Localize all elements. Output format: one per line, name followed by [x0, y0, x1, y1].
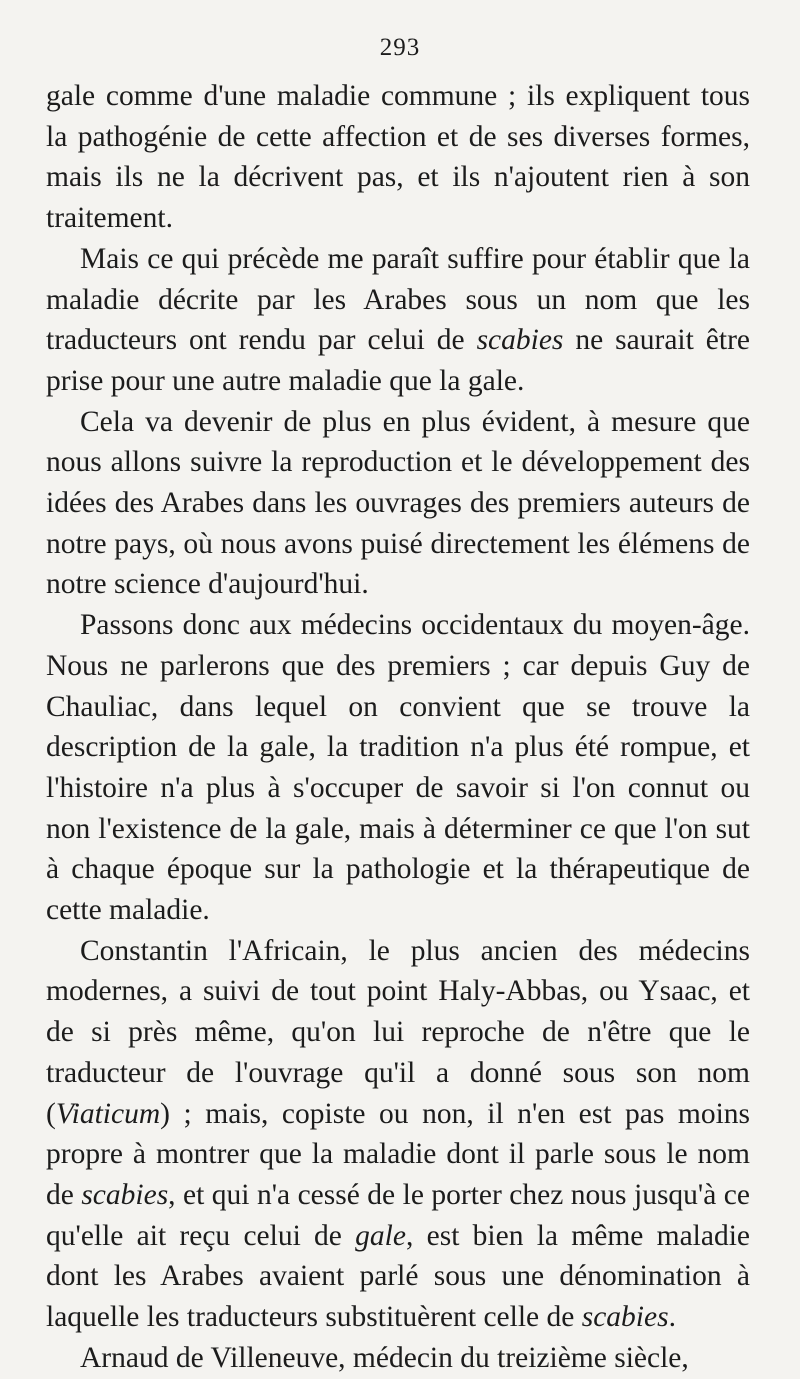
italic-term: Viaticum — [55, 1097, 161, 1130]
paragraph — [46, 76, 750, 239]
page-number: 293 — [379, 34, 421, 61]
text-run: Constantin l'Africain, le plus ancien des médecins modernes, a suivi de tout point Haly-Abbas, ou Ysaac, et de si près même, qu'on lui reproche de n'être que le traducteur de l'ouvrage qu'il a donné sous son nom ( — [46, 934, 750, 1130]
text-run: Mais ce qui précède me paraît suffire pour établir que la maladie décrite par les Arabes sous un nom que les traducteurs ont rendu par celui de — [46, 242, 750, 357]
paragraph — [46, 402, 750, 606]
text-run: gale comme d'une maladie commune ; ils expliquent tous la pathogénie de cette affection et de ses diverses formes, mais ils ne la décrivent pas, et ils n'ajoutent rien à son traitement. — [46, 80, 750, 235]
italic-term: scabies — [581, 1301, 669, 1334]
paragraph — [46, 931, 750, 1338]
italic-term: scabies — [476, 324, 564, 357]
paragraph — [46, 605, 750, 931]
text-run: Arnaud de Villeneuve, médecin du treizième siècle, — [80, 1341, 689, 1374]
italic-term: scabies — [81, 1178, 169, 1211]
text-run: . — [668, 1301, 676, 1334]
text-run: , et qui n'a cessé de le porter chez nous jusqu'à ce qu'elle ait reçu celui de — [46, 1178, 750, 1252]
text-run: Passons donc aux médecins occidentaux du moyen-âge. Nous ne parlerons que des premiers ; car depuis Guy de Chauliac, dans lequel on convient que se trouve la description de la gale, la tradition n'a plus été rompue, et l'histoire n'a plus à s'occuper de savoir si l'on connut ou non l'existence de la gale, mais à déterminer ce que l'on sut à chaque époque sur la pathologie et la thérapeutique de cette maladie. — [46, 609, 750, 927]
paragraph — [46, 239, 750, 402]
text-run: , est bien la même maladie dont les Arabes avaient parlé sous une dénomination à laquelle les traducteurs substituèrent celle de — [46, 1219, 750, 1334]
text-run: ne saurait être prise pour une autre maladie que la gale. — [46, 324, 750, 397]
italic-term: gale — [355, 1219, 406, 1252]
body-text — [46, 76, 750, 1379]
text-run: Cela va devenir de plus en plus évident, à mesure que nous allons suivre la reproduction et le développement des idées des Arabes dans les ouvrages des premiers auteurs de notre pays, où nous avons puisé directement les élémens de notre science d'aujourd'hui. — [46, 405, 750, 601]
text-run: ) ; mais, copiste ou non, il n'en est pas moins propre à montrer que la maladie dont il parle sous le nom de — [46, 1097, 750, 1211]
paragraph — [46, 1338, 750, 1379]
